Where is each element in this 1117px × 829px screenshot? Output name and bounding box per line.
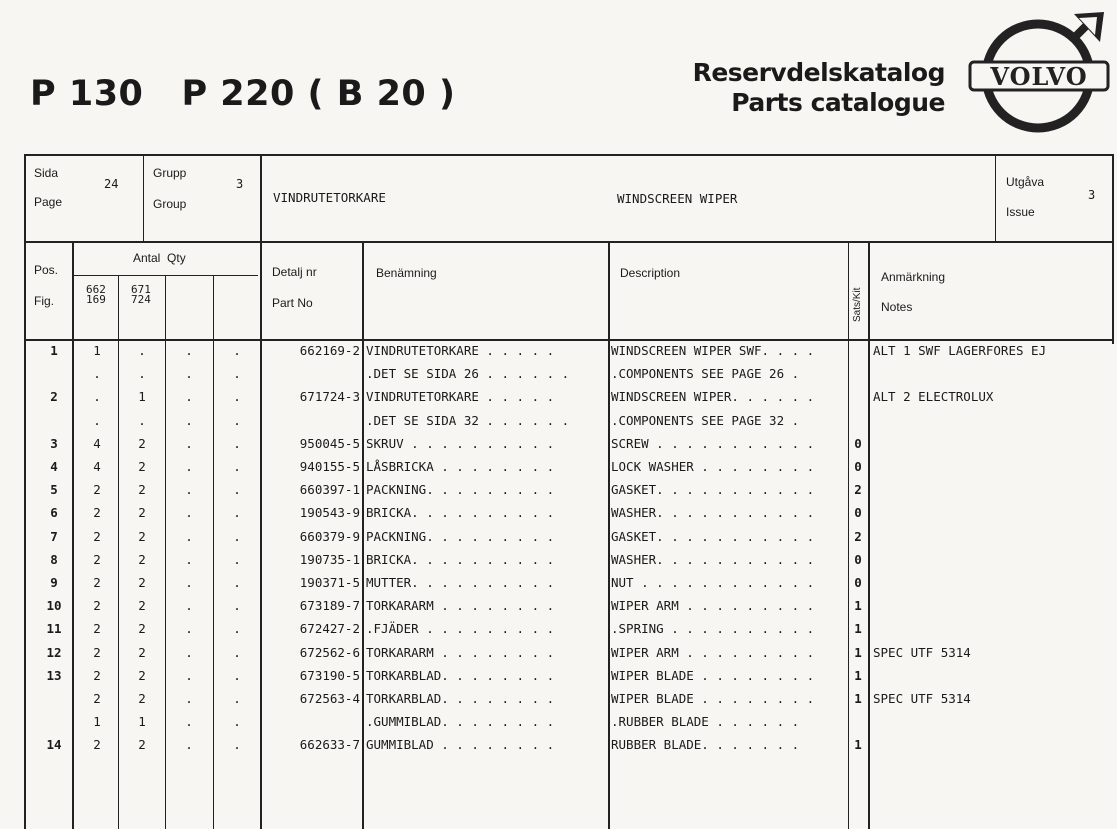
col-kit: Sats/Kit: [852, 287, 863, 322]
row-qty-b: 2: [138, 575, 146, 590]
row-name-swedish: VINDRUTETORKARE . . . . .: [366, 389, 555, 405]
row-qty-d: .: [233, 435, 241, 451]
row-qty-a: 2: [93, 575, 101, 590]
group-label-swedish: Grupp: [153, 166, 187, 180]
row-qty-c: .: [185, 575, 193, 590]
row-qty-d: .: [233, 482, 241, 498]
row-part-number: 940155-5: [299, 459, 360, 474]
row-kit: 1: [854, 598, 862, 614]
row-kit: 0: [854, 505, 862, 521]
row-qty-d: .: [233, 389, 241, 405]
row-description: LOCK WASHER . . . . . . . .: [611, 459, 815, 474]
row-name-swedish: TORKARARM . . . . . . . .: [366, 644, 555, 660]
row-kit: 0: [854, 459, 862, 474]
row-pos: 6: [50, 505, 58, 521]
row-qty-d: .: [233, 575, 241, 590]
row-qty-b: 2: [138, 435, 146, 451]
row-name-swedish: PACKNING. . . . . . . . .: [366, 528, 555, 544]
row-qty-d: .: [233, 551, 241, 567]
row-kit: 1: [854, 737, 862, 753]
row-name-swedish: .DET SE SIDA 32 . . . . . .: [366, 412, 570, 428]
row-description: WINDSCREEN WIPER SWF. . . .: [611, 343, 815, 358]
issue-number: 3: [1088, 188, 1096, 202]
row-qty-c: .: [185, 482, 193, 498]
row-pos: 2: [50, 389, 58, 405]
catalogue-title-english: Parts catalogue: [731, 88, 945, 117]
row-qty-b: 2: [138, 644, 146, 660]
row-kit: 0: [854, 575, 862, 590]
row-part-number: 673189-7: [299, 598, 360, 614]
row-qty-d: .: [233, 528, 241, 544]
row-description: .COMPONENTS SEE PAGE 32 .: [611, 412, 800, 428]
section-title-swedish: VINDRUTETORKARE: [273, 190, 386, 205]
row-name-swedish: TORKARARM . . . . . . . .: [366, 598, 555, 614]
row-qty-a: 2: [93, 691, 101, 706]
row-qty-c: .: [185, 412, 193, 428]
col-pos-english: Fig.: [34, 294, 55, 308]
row-qty-b: .: [138, 412, 146, 428]
row-qty-d: .: [233, 505, 241, 521]
col-notes-english: Notes: [881, 300, 913, 314]
row-description: WIPER BLADE . . . . . . . .: [611, 667, 815, 683]
row-part-number: 672562-6: [299, 644, 360, 660]
col-qty-b-bottom: 724: [131, 293, 151, 306]
row-name-swedish: .GUMMIBLAD. . . . . . . .: [366, 714, 555, 730]
row-qty-b: 2: [138, 598, 146, 614]
row-part-number: 190543-9: [299, 505, 360, 521]
col-pos-swedish: Pos.: [34, 263, 59, 277]
page-label-english: Page: [34, 195, 63, 209]
row-qty-b: .: [138, 366, 146, 382]
row-qty-c: .: [185, 714, 193, 730]
row-pos: 12: [46, 644, 62, 660]
row-name-swedish: VINDRUTETORKARE . . . . .: [366, 343, 555, 358]
row-part-number: 660397-1: [299, 482, 360, 498]
page-label-swedish: Sida: [34, 166, 59, 180]
row-qty-a: 2: [93, 482, 101, 498]
row-part-number: 660379-9: [299, 528, 360, 544]
row-qty-c: .: [185, 389, 193, 405]
col-qty-a-bottom: 169: [86, 293, 106, 306]
col-qty-header: Antal Qty: [133, 251, 186, 265]
row-qty-b: 2: [138, 505, 146, 521]
row-name-swedish: TORKARBLAD. . . . . . . .: [366, 667, 555, 683]
row-qty-d: .: [233, 412, 241, 428]
row-qty-c: .: [185, 551, 193, 567]
row-description: WASHER. . . . . . . . . . .: [611, 505, 815, 521]
group-label-english: Group: [153, 197, 187, 211]
col-notes-swedish: Anmärkning: [881, 270, 946, 284]
row-qty-a: .: [93, 366, 101, 382]
row-description: SCREW . . . . . . . . . . .: [611, 435, 815, 451]
row-name-swedish: GUMMIBLAD . . . . . . . .: [366, 737, 555, 753]
model-title: P 130 P 220 ( B 20 ): [30, 74, 456, 114]
row-qty-d: .: [233, 366, 241, 382]
row-pos: 7: [50, 528, 58, 544]
col-name-swedish: Benämning: [376, 266, 437, 280]
row-qty-a: .: [93, 412, 101, 428]
row-qty-a: 2: [93, 598, 101, 614]
row-description: WIPER BLADE . . . . . . . .: [611, 691, 815, 706]
row-pos: 10: [46, 598, 62, 614]
group-number: 3: [236, 177, 244, 191]
row-name-swedish: .FJÄDER . . . . . . . . .: [366, 621, 555, 637]
row-description: .SPRING . . . . . . . . . .: [611, 621, 815, 637]
row-name-swedish: BRICKA. . . . . . . . . .: [366, 551, 555, 567]
row-qty-b: 2: [138, 528, 146, 544]
row-qty-c: .: [185, 528, 193, 544]
row-part-number: 672563-4: [299, 691, 360, 706]
row-description: WASHER. . . . . . . . . . .: [611, 551, 815, 567]
logo-wordmark: VOLVO: [990, 62, 1088, 91]
row-pos: 1: [50, 343, 58, 358]
row-qty-d: .: [233, 459, 241, 474]
row-qty-c: .: [185, 737, 193, 753]
row-description: .COMPONENTS SEE PAGE 26 .: [611, 366, 800, 382]
row-name-swedish: PACKNING. . . . . . . . .: [366, 482, 555, 498]
row-part-number: 190735-1: [299, 551, 360, 567]
row-qty-c: .: [185, 621, 193, 637]
row-part-number: 950045-5: [299, 435, 360, 451]
row-qty-b: 2: [138, 667, 146, 683]
col-partno-english: Part No: [272, 296, 313, 310]
row-qty-d: .: [233, 667, 241, 683]
row-notes: ALT 2 ELECTROLUX: [873, 389, 994, 405]
row-qty-a: 2: [93, 737, 101, 753]
row-qty-b: 2: [138, 691, 146, 706]
row-pos: 3: [50, 435, 58, 451]
row-kit: 2: [854, 482, 862, 498]
row-qty-a: 2: [93, 621, 101, 637]
row-notes: SPEC UTF 5314: [873, 644, 971, 660]
row-name-swedish: TORKARBLAD. . . . . . . .: [366, 691, 555, 706]
row-notes: ALT 1 SWF LAGERFORES EJ: [873, 343, 1047, 358]
row-pos: 11: [46, 621, 62, 637]
row-qty-c: .: [185, 667, 193, 683]
row-qty-c: .: [185, 691, 193, 706]
row-kit: 1: [854, 691, 862, 706]
row-kit: 0: [854, 435, 862, 451]
volvo-logo: [964, 10, 1114, 135]
row-part-number: 190371-5: [299, 575, 360, 590]
row-name-swedish: MUTTER. . . . . . . . . .: [366, 575, 555, 590]
col-qty-b-top: 671: [131, 283, 151, 296]
row-qty-b: .: [138, 343, 146, 358]
row-qty-d: .: [233, 598, 241, 614]
row-name-swedish: SKRUV . . . . . . . . . .: [366, 435, 555, 451]
row-pos: 14: [46, 737, 62, 753]
row-qty-b: 2: [138, 737, 146, 753]
row-qty-c: .: [185, 343, 193, 358]
row-qty-a: 1: [93, 714, 101, 730]
row-qty-c: .: [185, 366, 193, 382]
row-kit: 1: [854, 621, 862, 637]
row-qty-a: 4: [93, 459, 101, 474]
col-partno-swedish: Detalj nr: [272, 265, 317, 279]
row-qty-b: 2: [138, 482, 146, 498]
row-description: GASKET. . . . . . . . . . .: [611, 482, 815, 498]
row-kit: 1: [854, 667, 862, 683]
row-qty-d: .: [233, 621, 241, 637]
row-name-swedish: .DET SE SIDA 26 . . . . . .: [366, 366, 570, 382]
row-description: RUBBER BLADE. . . . . . .: [611, 737, 800, 753]
row-part-number: 662169-2: [299, 343, 360, 358]
row-qty-d: .: [233, 691, 241, 706]
row-pos: 9: [50, 575, 58, 590]
row-qty-d: .: [233, 343, 241, 358]
row-part-number: 673190-5: [299, 667, 360, 683]
row-qty-a: 2: [93, 667, 101, 683]
row-qty-a: 2: [93, 551, 101, 567]
row-qty-c: .: [185, 505, 193, 521]
row-qty-b: 1: [138, 389, 146, 405]
row-qty-a: 4: [93, 435, 101, 451]
row-description: NUT . . . . . . . . . . . .: [611, 575, 815, 590]
row-name-swedish: BRICKA. . . . . . . . . .: [366, 505, 555, 521]
row-kit: 1: [854, 644, 862, 660]
row-qty-a: 2: [93, 644, 101, 660]
catalogue-title-swedish: Reservdelskatalog: [692, 58, 945, 87]
row-qty-a: .: [93, 389, 101, 405]
row-qty-b: 2: [138, 459, 146, 474]
row-qty-a: 1: [93, 343, 101, 358]
row-pos: 13: [46, 667, 62, 683]
row-description: WIPER ARM . . . . . . . . .: [611, 644, 815, 660]
row-qty-a: 2: [93, 528, 101, 544]
row-part-number: 672427-2: [299, 621, 360, 637]
row-description: WIPER ARM . . . . . . . . .: [611, 598, 815, 614]
row-qty-b: 1: [138, 714, 146, 730]
col-description-english: Description: [620, 266, 681, 280]
row-qty-c: .: [185, 435, 193, 451]
row-kit: 2: [854, 528, 862, 544]
row-description: GASKET. . . . . . . . . . .: [611, 528, 815, 544]
row-qty-a: 2: [93, 505, 101, 521]
row-part-number: 662633-7: [299, 737, 360, 753]
page-number: 24: [104, 177, 119, 191]
row-qty-d: .: [233, 644, 241, 660]
row-qty-b: 2: [138, 551, 146, 567]
issue-label-english: Issue: [1006, 205, 1035, 219]
row-pos: 5: [50, 482, 58, 498]
row-description: .RUBBER BLADE . . . . . .: [611, 714, 800, 730]
row-qty-d: .: [233, 714, 241, 730]
row-description: WINDSCREEN WIPER. . . . . .: [611, 389, 815, 405]
row-name-swedish: LÅSBRICKA . . . . . . . .: [366, 459, 555, 474]
section-title-english: WINDSCREEN WIPER: [617, 191, 738, 206]
row-pos: 8: [50, 551, 58, 567]
row-pos: 4: [50, 459, 58, 474]
row-qty-d: .: [233, 737, 241, 753]
col-qty-a-top: 662: [86, 283, 106, 296]
row-kit: 0: [854, 551, 862, 567]
row-notes: SPEC UTF 5314: [873, 691, 971, 706]
row-qty-c: .: [185, 459, 193, 474]
row-qty-c: .: [185, 598, 193, 614]
row-part-number: 671724-3: [299, 389, 360, 405]
row-qty-b: 2: [138, 621, 146, 637]
row-qty-c: .: [185, 644, 193, 660]
issue-label-swedish: Utgåva: [1006, 175, 1045, 189]
